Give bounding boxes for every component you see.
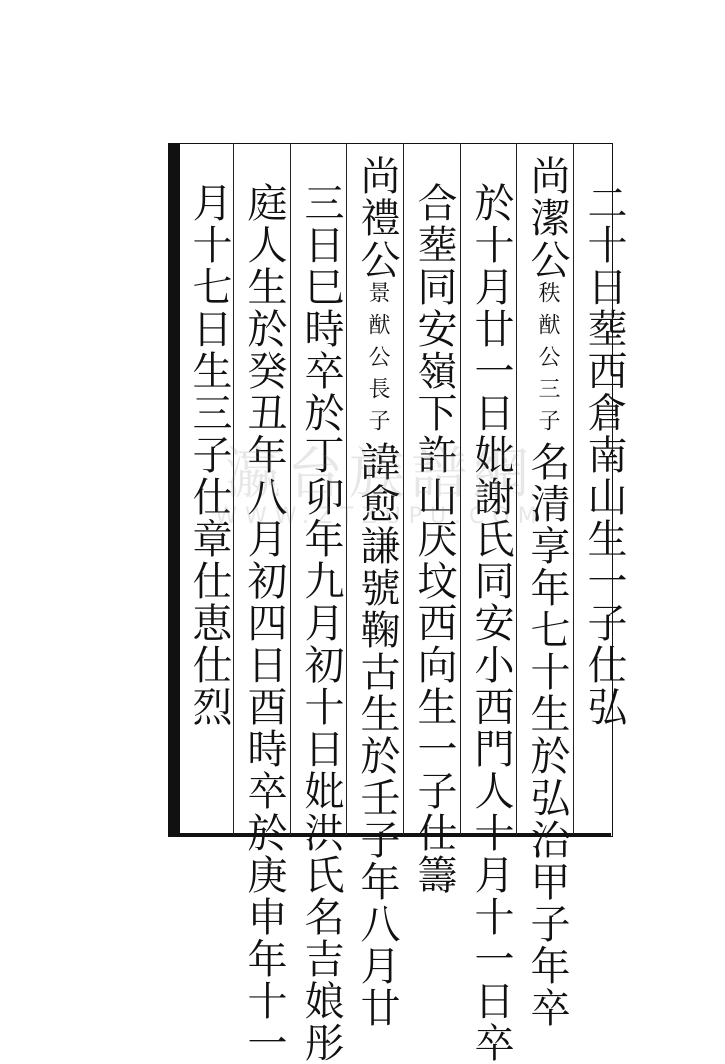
- column-1-text: 二十日塟西倉南山生一子仕弘: [581, 182, 627, 728]
- column-2-note: 秩猷公三子: [535, 281, 560, 441]
- text-column-3: [462, 182, 520, 1064]
- column-5-heading: 尚禮公: [354, 155, 400, 281]
- text-column-6: [292, 182, 350, 1064]
- column-8-text: 月十七日生三子仕章仕恵仕烈: [186, 182, 232, 728]
- watermark: [150, 430, 610, 529]
- text-column-7: [235, 182, 293, 1064]
- column-2-text: 名清享年七十生於弘治甲子年卒: [524, 441, 570, 1029]
- column-2-heading: 尚潔公: [524, 155, 570, 281]
- text-column-5: [348, 155, 406, 1029]
- column-5-text: 諱愈謙號鞠古生於壬子年八月廿: [354, 441, 400, 1029]
- column-5-note: 景猷公長子: [365, 281, 390, 441]
- column-3-text: 於十月廿一日妣謝氏同安小西門人十月十一日卒: [468, 182, 514, 1064]
- column-4-text: 合塟同安嶺下許山厌坟西向生一子仕籌: [411, 182, 457, 896]
- column-6-text: 三日巳時卒於丁卯年九月初十日妣洪氏名吉娘彤: [298, 182, 344, 1064]
- text-column-2: [518, 155, 576, 1029]
- watermark-chinese: 瀛台族譜網: [225, 442, 535, 507]
- text-column-4: [405, 182, 463, 896]
- watermark-url: WWW.ZTZUPU.COM: [215, 504, 545, 529]
- column-7-text: 庭人生於癸丑年八月初四日酉時卒於庚申年十一: [241, 182, 287, 1064]
